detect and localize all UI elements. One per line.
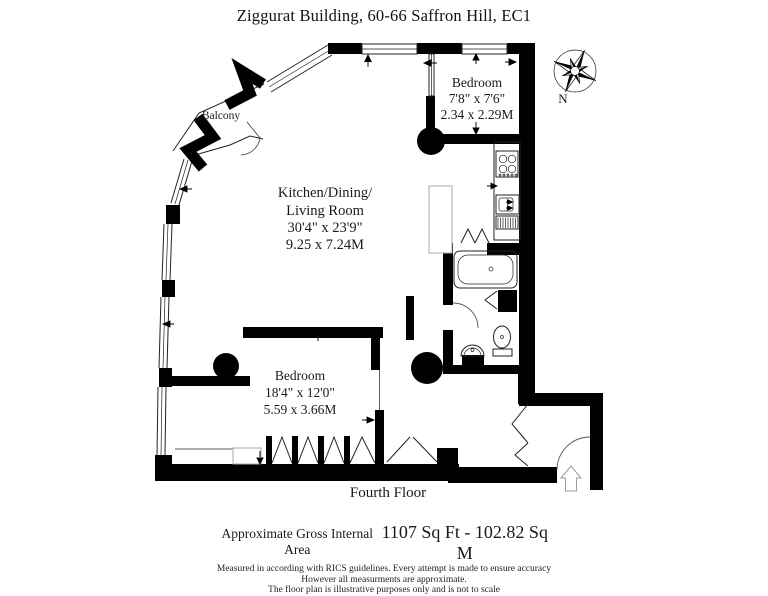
bedroom-top-metric: 2.34 x 2.29M (440, 107, 514, 122)
columns (213, 127, 445, 384)
kitchen-imperial: 30'4" x 23'9" (287, 220, 363, 236)
washbasin-icon (461, 345, 484, 356)
footer (160, 522, 608, 596)
closet-door (350, 437, 375, 463)
closet-door (324, 437, 344, 463)
bathtub-icon (454, 251, 517, 288)
bedroom-main-label: Bedroom (274, 368, 326, 383)
appliance-icon (496, 216, 518, 229)
hall-double-door (461, 229, 475, 243)
toilet-icon (493, 326, 512, 356)
closet-door (298, 437, 318, 463)
area-label: Approximate Gross Internal Area (221, 526, 373, 557)
hall-closet-door (512, 404, 528, 466)
wc-door-leaf (485, 291, 497, 309)
sink-icon (496, 195, 519, 214)
compass-rose-icon (544, 40, 605, 101)
compass-north-label: N (558, 91, 568, 106)
floor-label: Fourth Floor (349, 485, 427, 501)
column (417, 127, 445, 155)
closet-door (272, 437, 292, 463)
bedroom-top-imperial: 7'8" x 7'6" (448, 91, 506, 106)
kitchen-metric: 9.25 x 7.24M (285, 237, 365, 253)
column (213, 353, 239, 379)
entry-door-arc (557, 437, 590, 470)
disclaimer-line: However all measurments are approximate. (301, 574, 467, 585)
area-row (160, 522, 608, 564)
disclaimer-line: The floor plan is illustrative purposes only and is not to scale (268, 585, 500, 595)
kitchen-fixtures (429, 142, 520, 253)
disclaimer-line: Measured in according with RICS guidelines. Every attempt is made to ensure accuracy (216, 564, 552, 574)
wide-closet-door (387, 437, 437, 462)
bedroom-main-imperial: 18'4" x 12'0" (265, 385, 335, 400)
balcony-label: Balcony (201, 110, 241, 122)
shelf (233, 448, 261, 464)
hob-icon (496, 151, 518, 177)
bathroom-door-arc (453, 303, 478, 328)
balcony-door-arc (241, 138, 260, 155)
bedroom-top-label: Bedroom (451, 75, 503, 90)
kitchen-label-line2: Living Room (286, 203, 364, 219)
entry-arrow-icon (561, 466, 581, 491)
kitchen-label-line1: Kitchen/Dining/ (277, 185, 373, 201)
column (411, 352, 443, 384)
area-value: 1107 Sq Ft - 102.82 Sq M (381, 522, 548, 563)
kitchen-island (429, 186, 452, 253)
bedroom-main-metric: 5.59 x 3.66M (263, 402, 337, 417)
page-title: Ziggurat Building, 60-66 Saffron Hill, EC1 (236, 6, 532, 25)
